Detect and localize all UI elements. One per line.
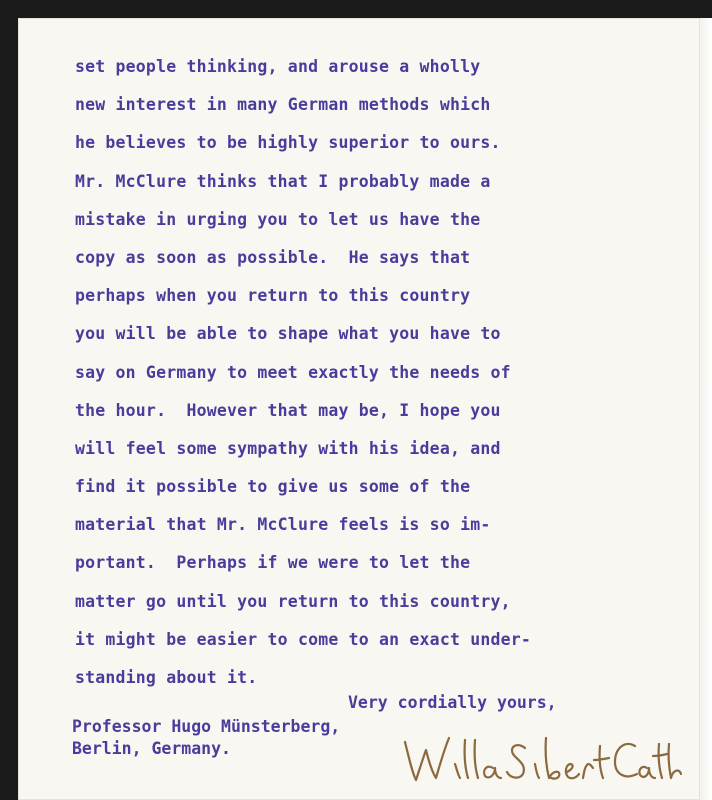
body-line: new interest in many German methods which [75,95,491,115]
body-line: it might be easier to come to an exact under- [75,629,532,649]
addressee-block [72,716,340,760]
letter-body [75,48,531,697]
body-line: say on Germany to meet exactly the needs of [75,362,511,382]
body-line: find it possible to give us some of the [75,477,471,497]
body-line: mistake in urging you to let us have the [75,209,481,229]
body-line: perhaps when you return to this country [75,286,471,306]
body-line: portant. Perhaps if we were to let the [75,553,471,573]
paper-edge [699,18,712,800]
handwritten-signature [385,720,685,790]
body-line: Mr. McClure thinks that I probably made a [75,171,491,191]
body-line: will feel some sympathy with his idea, and [75,438,501,458]
body-line: set people thinking, and arouse a wholly [75,57,481,76]
body-line: you will be able to shape what you have to [75,324,501,344]
body-line: material that Mr. McClure feels is so im- [75,515,491,535]
addressee-name: Professor Hugo Münsterberg, [72,717,341,736]
body-line: he believes to be highly superior to ours. [75,133,501,153]
body-line: standing about it. [75,668,258,687]
closing-salutation: Very cordially yours, [348,693,557,712]
body-line: the hour. However that may be, I hope you [75,400,501,420]
body-line: matter go until you return to this country, [75,591,511,611]
body-line: copy as soon as possible. He says that [75,247,471,267]
addressee-location: Berlin, Germany. [72,739,231,758]
